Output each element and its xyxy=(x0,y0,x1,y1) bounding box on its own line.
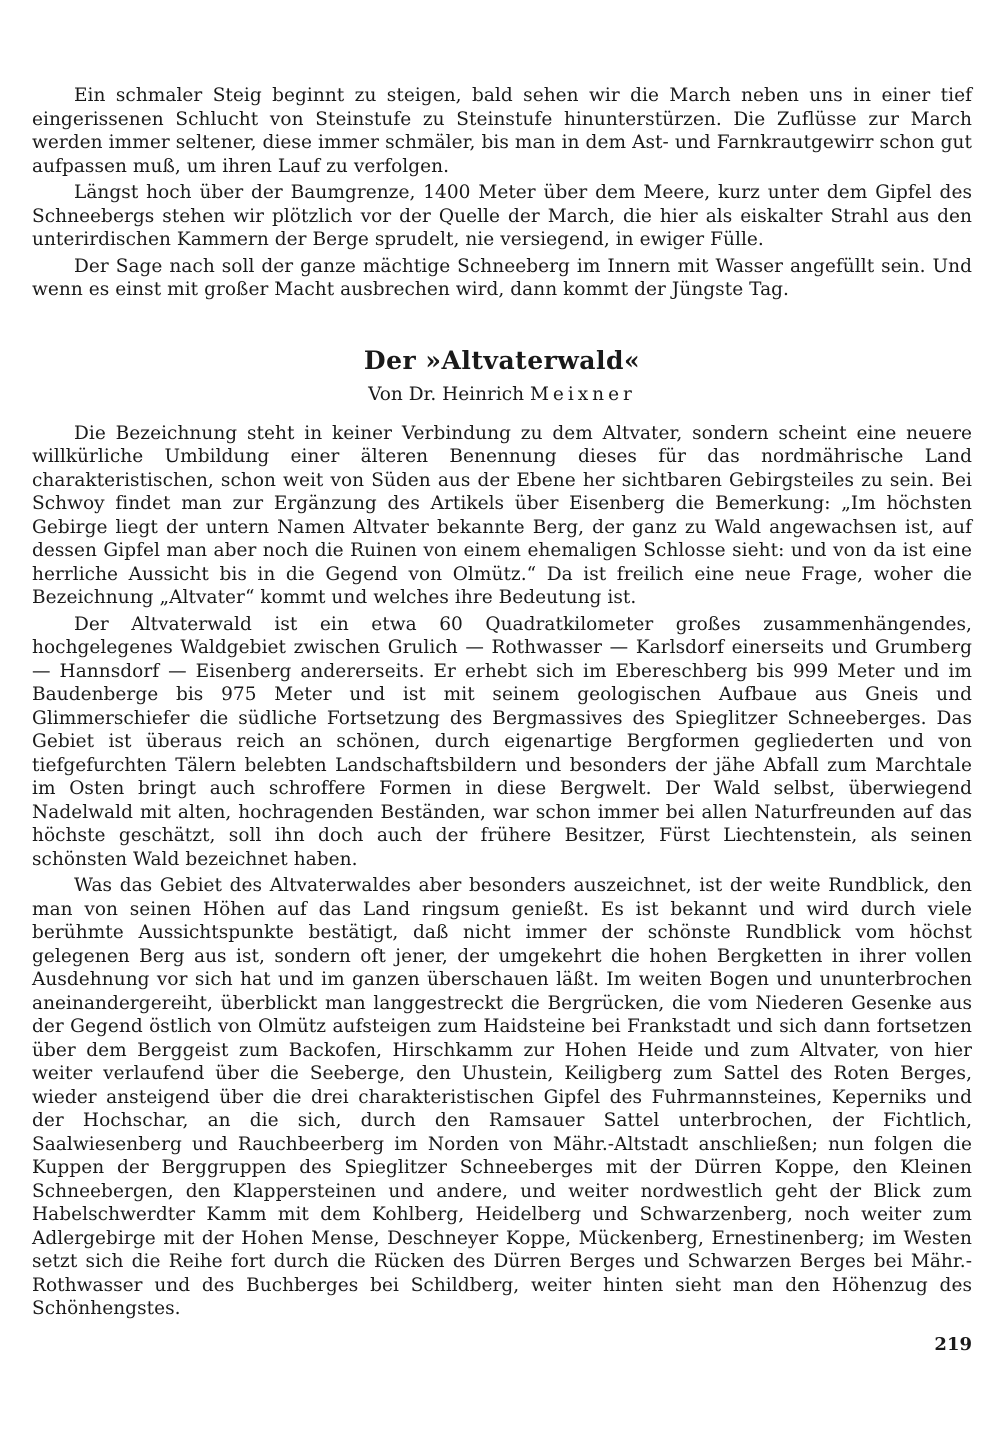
article-byline xyxy=(32,382,972,408)
page-number: 219 xyxy=(934,1334,972,1355)
article-paragraph: Der Altvaterwald ist ein etwa 60 Quadratkilometer großes zusammenhängendes, hochgelegenes Waldgebiet zwischen Grulich — Rothwasser — Karlsdorf einerseits und Grumberg — Hannsdorf — Eisenberg andererseits. Er erhebt sich im Ebereschberg bis 999 Meter und im Baudenberge bis 975 Meter und ist mit seinem geologischen Aufbaue aus Gneis und Glimmerschiefer die südliche Fortsetzung des Bergmassives des Spieglitzer Schneeberges. Das Gebiet ist überaus reich an schönen, durch eigenartige Bergformen gegliederten und von tiefgefurchten Tälern belebten Landschaftsbildern und besonders der jähe Abfall zum Marchtale im Osten bringt auch schroffere Formen in diese Bergwelt. Der Wald selbst, überwiegend Nadelwald mit alten, hochragenden Beständen, war schon immer bei allen Naturfreunden auf das höchste geschätzt, soll ihn doch auch der frühere Besitzer, Fürst Liechtenstein, als seinen schönsten Wald bezeichnet haben. xyxy=(32,613,972,870)
article-paragraph: Die Bezeichnung steht in keiner Verbindung zu dem Altvater, sondern scheint eine neuere willkürliche Umbildung einer älteren Benennung dieses für das nordmährische Land charakteristischen, schon weit von Süden aus der Ebene her sichtbaren Gebirgsteiles zu sein. Bei Schwoy findet man zur Ergänzung des Artikels über Eisenberg die Bemerkung: „Im höchsten Gebirge liegt der untern Namen Altvater bekannte Berg, der ganz zu Wald angewachsen ist, auf dessen Gipfel man aber noch die Ruinen von einem ehemaligen Schlosse sieht: und von da ist eine herrliche Aussicht bis in die Gegend von Olmütz.“ Da ist freilich eine neue Frage, woher die Bezeichnung „Altvater“ kommt und welches ihre Bedeutung ist. xyxy=(32,422,972,608)
article-body xyxy=(32,422,972,1321)
intro-paragraph: Ein schmaler Steig beginnt zu steigen, bald sehen wir die March neben uns in einer tief eingerissenen Schlucht von Steinstufe zu Steinstufe hinunterstürzen. Die Zuflüsse zur March werden immer seltener, diese immer schmäler, bis man in dem Ast- und Farnkrautgewirr schon gut aufpassen muß, um ihren Lauf zu verfolgen. xyxy=(32,85,972,177)
byline-prefix: Von Dr. Heinrich xyxy=(368,383,530,405)
intro-paragraph: Längst hoch über der Baumgrenze, 1400 Meter über dem Meere, kurz unter dem Gipfel des Schneebergs stehen wir plötzlich vor der Quelle der March, die hier als eiskalter Strahl aus den unterirdischen Kammern der Berge sprudelt, nie versiegend, in ewiger Fülle. xyxy=(32,182,972,250)
byline-surname: Meixner xyxy=(529,383,636,405)
intro-paragraph: Der Sage nach soll der ganze mächtige Schneeberg im Innern mit Wasser angefüllt sein. Und wenn es einst mit großer Macht ausbrechen wird, dann kommt der Jüngste Tag. xyxy=(32,255,972,300)
article-title: Der »Altvaterwald« xyxy=(363,345,641,375)
page-content xyxy=(32,84,972,1321)
intro-section xyxy=(32,84,972,302)
article-paragraph: Was das Gebiet des Altvaterwaldes aber besonders auszeichnet, ist der weite Rundblick, den man von seinen Höhen auf das Land ringsum genießt. Es ist bekannt und wird durch viele berühmte Aussichtspunkte bestätigt, daß nicht immer der schönste Rundblick vom höchst gelegenen Berg aus ist, sondern oft jener, der umgekehrt die hohen Bergketten in ihrer vollen Ausdehnung vor sich hat und im ganzen überschauen läßt. Im weiten Bogen und ununterbrochen aneinandergereiht, überblickt man langgestreckt die Bergrücken, die vom Niederen Gesenke aus der Gegend östlich von Olmütz aufsteigen zum Haidsteine bei Frankstadt und sich dann fortsetzen über dem Berggeist zum Backofen, Hirschkamm zur Hohen Heide und zum Altvater, von hier weiter verlaufend über die Seeberge, den Uhustein, Keiligberg zum Sattel des Roten Berges, wieder ansteigend über die drei charakteristischen Gipfel des Fuhrmannsteines, Keperniks und der Hochschar, an die sich, durch den Ramsauer Sattel unterbrochen, der Fichtlich, Saalwiesenberg und Rauchbeerberg im Norden von Mähr.-Altstadt anschließen; nun folgen die Kuppen der Berggruppen des Spieglitzer Schneeberges mit der Dürren Koppe, den Kleinen Schneebergen, den Klappersteinen und andere, und weiter nordwestlich geht der Blick zum Habelschwerdter Kamm mit dem Kohlberg, Heidelberg und Schwarzenberg, noch weiter zum Adlergebirge mit der Hohen Mense, Deschneyer Koppe, Mückenberg, Ernestinenberg; im Westen setzt sich die Reihe fort durch die Rücken des Dürren Berges und Schwarzen Berges bei Mähr.-Rothwasser und des Buchberges bei Schildberg, weiter hinten sieht man den Höhenzug des Schönhengstes. xyxy=(32,875,972,1319)
